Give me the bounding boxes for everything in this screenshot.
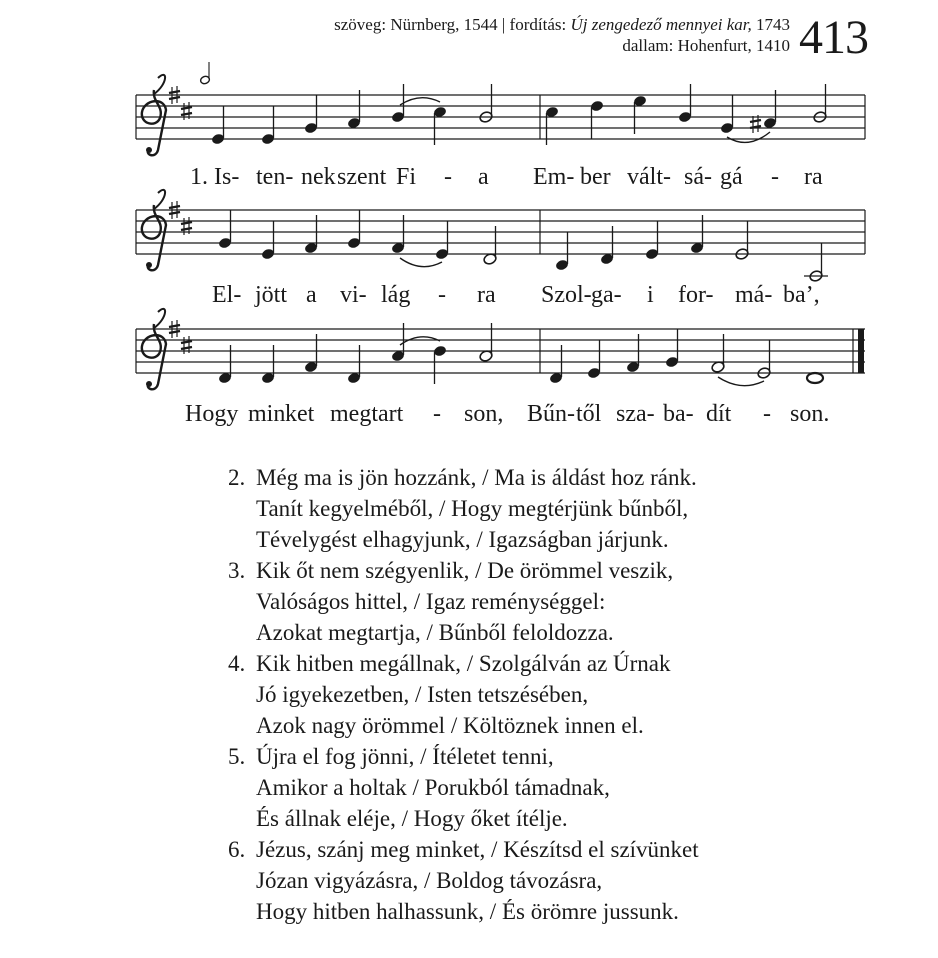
verse-line: Azok nagy örömmel / Költöznek innen el. bbox=[256, 713, 644, 738]
verse-line: Kik hitben megállnak, / Szolgálván az Úrnak bbox=[256, 651, 671, 676]
note bbox=[200, 62, 211, 85]
lyric-syllable: jött bbox=[255, 282, 288, 308]
hymn-number: 413 bbox=[799, 11, 868, 64]
lyrics-system-3 bbox=[185, 401, 829, 427]
verse-line: És állnak eléje, / Hogy őket ítélje. bbox=[256, 806, 568, 831]
lyric-syllable: Hogy bbox=[185, 401, 239, 427]
staff-system-1 bbox=[136, 62, 865, 190]
lyric-hyphen: - bbox=[763, 401, 771, 427]
lyric-syllable: Bűn- bbox=[527, 401, 575, 427]
lyric-syllable: Fi bbox=[396, 164, 417, 190]
verse-3 bbox=[228, 555, 699, 648]
lyric-syllable: nek bbox=[301, 164, 336, 190]
lyric-syllable: lág bbox=[381, 282, 411, 308]
lyrics-system-2 bbox=[212, 282, 820, 308]
lyric-syllable: ba- bbox=[663, 401, 694, 427]
verse-line: Józan vigyázásra, / Boldog távozásra, bbox=[256, 868, 603, 893]
lyric-syllable: gá bbox=[720, 164, 743, 190]
lyric-syllable: a bbox=[478, 164, 489, 190]
lyric-hyphen: - bbox=[433, 401, 441, 427]
slur bbox=[400, 258, 442, 267]
slur bbox=[718, 377, 764, 386]
lyric-syllable: ber bbox=[580, 164, 611, 190]
lyric-syllable: i bbox=[647, 282, 654, 308]
staff-system-3 bbox=[136, 309, 865, 427]
slur bbox=[400, 98, 440, 105]
verse-line: Még ma is jön hozzánk, / Ma is áldást hoz ránk. bbox=[256, 465, 697, 490]
lyric-syllable: 1. Is- bbox=[190, 164, 240, 190]
lyric-syllable: for- bbox=[678, 282, 714, 308]
lyric-syllable: Szol- bbox=[541, 282, 592, 308]
lyric-hyphen: - bbox=[771, 164, 779, 190]
lyric-syllable: min bbox=[248, 401, 286, 427]
verse-number: 6. bbox=[228, 837, 246, 862]
verse-number: 3. bbox=[228, 558, 246, 583]
lyric-syllable: El- bbox=[212, 282, 242, 308]
final-barline bbox=[858, 329, 864, 373]
verse-number: 5. bbox=[228, 744, 246, 769]
lyric-syllable: ket bbox=[285, 401, 315, 427]
lyric-syllable: a bbox=[306, 282, 317, 308]
note bbox=[807, 373, 823, 383]
notes-system-1 bbox=[211, 84, 827, 145]
lyric-syllable: dít bbox=[706, 401, 732, 427]
verse-line: Valóságos hittel, / Igaz reménységgel: bbox=[256, 589, 606, 614]
verse-line: Kik őt nem szégyenlik, / De örömmel veszik, bbox=[256, 558, 674, 583]
slur bbox=[727, 132, 770, 142]
verse-number: 2. bbox=[228, 465, 246, 490]
lyric-syllable: sza- bbox=[616, 401, 655, 427]
verse-line: Újra el fog jönni, / Ítéletet tenni, bbox=[256, 744, 554, 769]
verse-4 bbox=[228, 648, 699, 741]
lyric-syllable: ra bbox=[804, 164, 823, 190]
verse-line: Hogy hitben halhassunk, / És örömre jussunk. bbox=[256, 899, 679, 924]
verse-line: Jézus, szánj meg minket, / Készítsd el szívünket bbox=[256, 837, 699, 862]
lyric-syllable: vált- bbox=[627, 164, 671, 190]
lyric-syllable: vi- bbox=[340, 282, 367, 308]
verse-5 bbox=[228, 741, 699, 834]
lyric-syllable: ra bbox=[477, 282, 496, 308]
verses bbox=[228, 462, 699, 927]
lyric-hyphen: - bbox=[444, 164, 452, 190]
lyric-syllable: ga- bbox=[591, 282, 622, 308]
treble-clef-icon bbox=[142, 309, 166, 389]
lyric-syllable: má- bbox=[735, 282, 773, 308]
lyric-syllable: son. bbox=[790, 401, 830, 427]
verse-number: 4. bbox=[228, 651, 246, 676]
verse-2 bbox=[228, 462, 699, 555]
lyric-syllable: Em- bbox=[533, 164, 575, 190]
lyric-syllable: sá- bbox=[684, 164, 712, 190]
lyric-syllable: megtart bbox=[330, 401, 404, 427]
lyrics-system-1 bbox=[190, 164, 823, 190]
verse-line: Azokat megtartja, / Bűnből feloldozza. bbox=[256, 620, 614, 645]
credits-line-melody: dallam: Hohenfurt, 1410 bbox=[622, 36, 790, 55]
verse-line: Jó igyekezetben, / Isten tetszésében, bbox=[256, 682, 589, 707]
credits-line-text-tune: szöveg: Nürnberg, 1544 | fordítás: Új zengedező mennyei kar, 1743 bbox=[334, 15, 790, 34]
verse-line: Tévelygést elhagyjunk, / Igazságban járjunk. bbox=[256, 527, 669, 552]
lyric-syllable: ten- bbox=[256, 164, 294, 190]
verse-6 bbox=[228, 834, 699, 927]
lyric-syllable: ba’, bbox=[783, 282, 820, 308]
lyric-syllable: szent bbox=[337, 164, 387, 190]
lyric-syllable: son, bbox=[464, 401, 504, 427]
music-score bbox=[0, 0, 938, 458]
lyric-syllable: től bbox=[576, 401, 602, 427]
sharp-icon bbox=[750, 115, 761, 133]
treble-clef-icon bbox=[142, 190, 166, 270]
verse-line: Amikor a holtak / Porukból támadnak, bbox=[256, 775, 610, 800]
notes-system-3 bbox=[218, 323, 823, 384]
verse-line: Tanít kegyelméből, / Hogy megtérjünk bűnből, bbox=[256, 496, 689, 521]
treble-clef-icon bbox=[142, 75, 166, 155]
staff-system-2 bbox=[136, 190, 865, 308]
lyric-hyphen: - bbox=[438, 282, 446, 308]
slur bbox=[400, 337, 440, 345]
